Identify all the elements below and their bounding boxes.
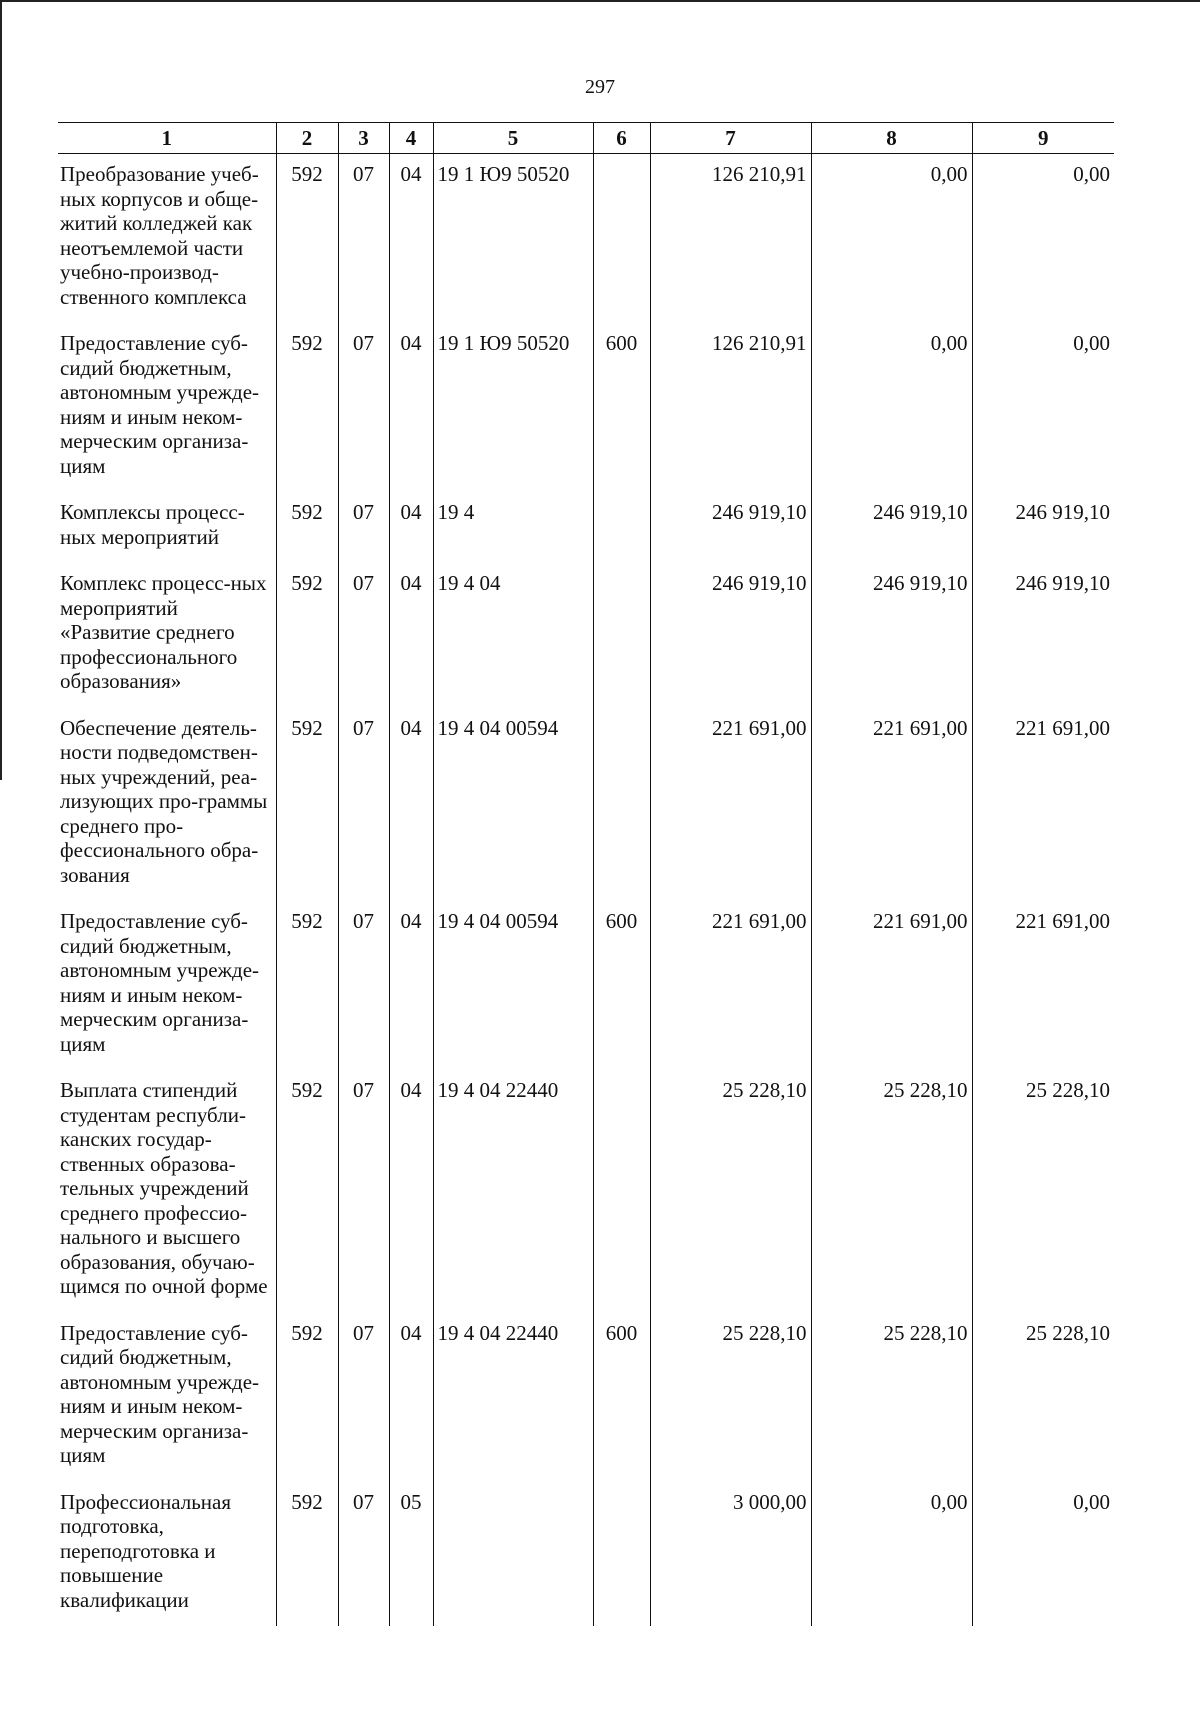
row-section-code: 07	[338, 563, 389, 708]
table-row	[58, 563, 1114, 708]
row-amount-col9: 246 919,10	[972, 492, 1114, 563]
row-amount-col7: 221 691,00	[650, 708, 811, 902]
row-section-code: 07	[338, 1313, 389, 1482]
row-amount-col8: 0,00	[811, 154, 972, 324]
table-row	[58, 1070, 1114, 1313]
row-expense-type: 600	[593, 901, 650, 1070]
row-target-code: 19 1 Ю9 50520	[433, 323, 593, 492]
row-ministry-code: 592	[276, 901, 338, 1070]
row-section-code: 07	[338, 708, 389, 902]
row-subsection-code: 04	[389, 492, 433, 563]
row-amount-col8: 0,00	[811, 323, 972, 492]
row-subsection-code: 04	[389, 1313, 433, 1482]
row-name: Предоставление суб-сидий бюджетным, автономным учрежде-ниям и иным неком-мерческим организа-циям	[60, 1320, 260, 1467]
row-expense-type: 600	[593, 1313, 650, 1482]
row-amount-col8: 0,00	[811, 1482, 972, 1627]
row-target-code	[433, 1482, 593, 1627]
row-expense-type: 600	[593, 323, 650, 492]
row-amount-col9: 0,00	[972, 323, 1114, 492]
row-amount-col7: 126 210,91	[650, 154, 811, 324]
table-row	[58, 1482, 1114, 1627]
row-amount-col8: 221 691,00	[811, 708, 972, 902]
row-ministry-code: 592	[276, 1482, 338, 1627]
row-name: Комплексы процесс-ных мероприятий	[60, 500, 245, 549]
header-col-3: 3	[338, 123, 389, 154]
header-col-8: 8	[811, 123, 972, 154]
row-subsection-code: 04	[389, 1070, 433, 1313]
header-col-2: 2	[276, 123, 338, 154]
row-amount-col8: 221 691,00	[811, 901, 972, 1070]
scan-top-edge	[0, 0, 1200, 2]
row-amount-col9: 246 919,10	[972, 563, 1114, 708]
header-col-9: 9	[972, 123, 1114, 154]
row-expense-type	[593, 492, 650, 563]
row-target-code: 19 4 04 22440	[433, 1070, 593, 1313]
table-row	[58, 323, 1114, 492]
row-name: Выплата стипендий студентам республи-канских государ-ственных образова-тельных учреждений среднего профессио-нального и высшего образования, обучаю-щимся по очной форме	[60, 1078, 268, 1298]
row-section-code: 07	[338, 1070, 389, 1313]
row-amount-col7: 246 919,10	[650, 492, 811, 563]
row-name: Предоставление суб-сидий бюджетным, автономным учрежде-ниям и иным неком-мерческим организа-циям	[60, 331, 260, 478]
row-target-code: 19 1 Ю9 50520	[433, 154, 593, 324]
row-target-code: 19 4 04 00594	[433, 901, 593, 1070]
row-subsection-code: 04	[389, 323, 433, 492]
row-amount-col7: 25 228,10	[650, 1070, 811, 1313]
page-number: 297	[585, 76, 615, 98]
table-row	[58, 1313, 1114, 1482]
row-subsection-code: 05	[389, 1482, 433, 1627]
row-amount-col9: 25 228,10	[972, 1070, 1114, 1313]
row-amount-col7: 246 919,10	[650, 563, 811, 708]
header-col-5: 5	[433, 123, 593, 154]
table-row	[58, 901, 1114, 1070]
header-col-6: 6	[593, 123, 650, 154]
row-amount-col8: 25 228,10	[811, 1313, 972, 1482]
row-section-code: 07	[338, 154, 389, 324]
row-ministry-code: 592	[276, 1070, 338, 1313]
scan-left-edge	[0, 0, 2, 780]
row-target-code: 19 4	[433, 492, 593, 563]
row-amount-col8: 246 919,10	[811, 563, 972, 708]
row-amount-col9: 25 228,10	[972, 1313, 1114, 1482]
row-amount-col7: 25 228,10	[650, 1313, 811, 1482]
row-name: Преобразование учеб-ных корпусов и обще-житий колледжей как неотъемлемой части учебно-производ-ственного комплекса	[60, 162, 259, 309]
row-target-code: 19 4 04 22440	[433, 1313, 593, 1482]
row-subsection-code: 04	[389, 901, 433, 1070]
row-amount-col8: 246 919,10	[811, 492, 972, 563]
table-row	[58, 154, 1114, 324]
row-expense-type	[593, 708, 650, 902]
header-col-1: 1	[58, 123, 276, 154]
row-amount-col7: 3 000,00	[650, 1482, 811, 1627]
row-name: Профессиональная подготовка, переподготовка и повышение квалификации	[60, 1489, 232, 1612]
table-row	[58, 492, 1114, 563]
row-target-code: 19 4 04	[433, 563, 593, 708]
row-amount-col7: 221 691,00	[650, 901, 811, 1070]
budget-table	[58, 122, 1114, 1626]
row-section-code: 07	[338, 492, 389, 563]
header-row	[58, 123, 1114, 154]
row-ministry-code: 592	[276, 492, 338, 563]
row-ministry-code: 592	[276, 563, 338, 708]
row-amount-col7: 126 210,91	[650, 323, 811, 492]
row-expense-type	[593, 1482, 650, 1627]
row-section-code: 07	[338, 1482, 389, 1627]
row-amount-col9: 0,00	[972, 154, 1114, 324]
row-name: Комплекс процесс-ных мероприятий «Развитие среднего профессионального образования»	[60, 571, 267, 693]
row-section-code: 07	[338, 901, 389, 1070]
header-col-7: 7	[650, 123, 811, 154]
row-subsection-code: 04	[389, 154, 433, 324]
row-amount-col8: 25 228,10	[811, 1070, 972, 1313]
row-target-code: 19 4 04 00594	[433, 708, 593, 902]
table-row	[58, 708, 1114, 902]
row-subsection-code: 04	[389, 708, 433, 902]
row-amount-col9: 221 691,00	[972, 901, 1114, 1070]
row-expense-type	[593, 1070, 650, 1313]
row-ministry-code: 592	[276, 1313, 338, 1482]
row-ministry-code: 592	[276, 708, 338, 902]
row-section-code: 07	[338, 323, 389, 492]
row-amount-col9: 221 691,00	[972, 708, 1114, 902]
row-subsection-code: 04	[389, 563, 433, 708]
row-name: Обеспечение деятель-ности подведомствен-ных учреждений, реа-лизующих про-граммы среднего про-фессионального обра-зования	[60, 715, 268, 887]
row-name: Предоставление суб-сидий бюджетным, автономным учрежде-ниям и иным неком-мерческим организа-циям	[60, 909, 260, 1056]
row-ministry-code: 592	[276, 154, 338, 324]
header-col-4: 4	[389, 123, 433, 154]
row-expense-type	[593, 563, 650, 708]
row-ministry-code: 592	[276, 323, 338, 492]
row-expense-type	[593, 154, 650, 324]
row-amount-col9: 0,00	[972, 1482, 1114, 1627]
